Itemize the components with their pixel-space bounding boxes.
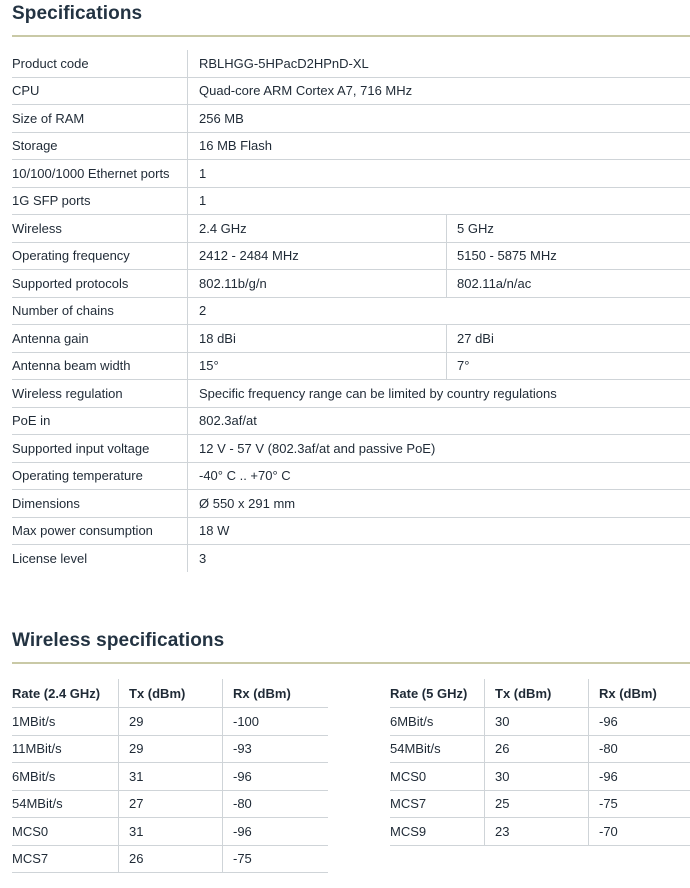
tx-cell: 26 xyxy=(485,735,589,763)
specifications-table xyxy=(12,50,690,572)
tx-cell: 23 xyxy=(485,818,589,846)
spec-row xyxy=(12,325,690,353)
spec-value: 2412 - 2484 MHz xyxy=(188,242,447,270)
spec-label: Size of RAM xyxy=(12,105,188,133)
spec-row xyxy=(12,352,690,380)
spec-row xyxy=(12,242,690,270)
spec-row xyxy=(12,270,690,298)
spec-label: 10/100/1000 Ethernet ports xyxy=(12,160,188,188)
spec-value: 1 xyxy=(188,160,690,188)
tx-cell: 26 xyxy=(119,845,223,873)
spec-value: 15° xyxy=(188,352,447,380)
rate-cell: 54MBit/s xyxy=(390,735,485,763)
spec-row xyxy=(12,297,690,325)
wireless-5ghz-table xyxy=(390,679,690,846)
tx-cell: 29 xyxy=(119,735,223,763)
rate-cell: 6MBit/s xyxy=(390,708,485,736)
spec-value: Specific frequency range can be limited by country regulations xyxy=(188,380,690,408)
spec-value: 802.3af/at xyxy=(188,407,690,435)
rate-cell: MCS7 xyxy=(12,845,119,873)
rate-cell: MCS0 xyxy=(12,818,119,846)
rx-cell: -75 xyxy=(589,790,690,818)
rate-cell: MCS0 xyxy=(390,763,485,791)
column-header-rate: Rate (5 GHz) xyxy=(390,679,485,708)
wireless-specifications-title: Wireless specifications xyxy=(12,630,225,651)
spec-row xyxy=(12,380,690,408)
column-header-tx: Tx (dBm) xyxy=(119,679,223,708)
spec-label: Wireless xyxy=(12,215,188,243)
table-row xyxy=(390,790,690,818)
rate-cell: MCS9 xyxy=(390,818,485,846)
spec-label: Number of chains xyxy=(12,297,188,325)
table-row xyxy=(390,763,690,791)
spec-value: 2.4 GHz xyxy=(188,215,447,243)
column-header-rate: Rate (2.4 GHz) xyxy=(12,679,119,708)
table-row xyxy=(390,818,690,846)
rx-cell: -96 xyxy=(223,818,329,846)
spec-row xyxy=(12,105,690,133)
tx-cell: 29 xyxy=(119,708,223,736)
tx-cell: 27 xyxy=(119,790,223,818)
rx-cell: -80 xyxy=(223,790,329,818)
tx-cell: 31 xyxy=(119,763,223,791)
tx-cell: 25 xyxy=(485,790,589,818)
spec-row xyxy=(12,77,690,105)
spec-value: 18 dBi xyxy=(188,325,447,353)
spec-row xyxy=(12,435,690,463)
rx-cell: -96 xyxy=(223,763,329,791)
spec-value: 802.11b/g/n xyxy=(188,270,447,298)
spec-value: -40° C .. +70° C xyxy=(188,462,690,490)
spec-row xyxy=(12,50,690,77)
spec-value: 16 MB Flash xyxy=(188,132,690,160)
spec-label: Product code xyxy=(12,50,188,77)
spec-label: Supported protocols xyxy=(12,270,188,298)
spec-value-5ghz: 802.11a/n/ac xyxy=(447,270,690,298)
spec-value: Ø 550 x 291 mm xyxy=(188,490,690,518)
wireless-24ghz-table xyxy=(12,679,328,873)
table-header-row xyxy=(390,679,690,708)
spec-row xyxy=(12,490,690,518)
rate-cell: 54MBit/s xyxy=(12,790,119,818)
specifications-title: Specifications xyxy=(12,3,143,24)
rx-cell: -75 xyxy=(223,845,329,873)
spec-row xyxy=(12,187,690,215)
rate-cell: 6MBit/s xyxy=(12,763,119,791)
table-row xyxy=(12,790,328,818)
spec-value: 3 xyxy=(188,545,690,572)
spec-row xyxy=(12,545,690,572)
rate-cell: 11MBit/s xyxy=(12,735,119,763)
spec-row xyxy=(12,462,690,490)
specifications-divider xyxy=(12,35,690,37)
spec-label: Max power consumption xyxy=(12,517,188,545)
spec-value-5ghz: 5150 - 5875 MHz xyxy=(447,242,690,270)
spec-value: 1 xyxy=(188,187,690,215)
spec-label: Operating frequency xyxy=(12,242,188,270)
table-row xyxy=(12,818,328,846)
spec-value-5ghz: 27 dBi xyxy=(447,325,690,353)
tx-cell: 31 xyxy=(119,818,223,846)
spec-label: Storage xyxy=(12,132,188,160)
table-row xyxy=(12,763,328,791)
tx-cell: 30 xyxy=(485,708,589,736)
table-row xyxy=(12,845,328,873)
spec-label: Antenna gain xyxy=(12,325,188,353)
spec-row xyxy=(12,517,690,545)
rate-cell: MCS7 xyxy=(390,790,485,818)
spec-value-5ghz: 7° xyxy=(447,352,690,380)
rx-cell: -70 xyxy=(589,818,690,846)
spec-label: 1G SFP ports xyxy=(12,187,188,215)
table-row xyxy=(12,708,328,736)
spec-value: 12 V - 57 V (802.3af/at and passive PoE) xyxy=(188,435,690,463)
spec-label: Dimensions xyxy=(12,490,188,518)
spec-label: CPU xyxy=(12,77,188,105)
spec-label: PoE in xyxy=(12,407,188,435)
spec-value-5ghz: 5 GHz xyxy=(447,215,690,243)
rx-cell: -100 xyxy=(223,708,329,736)
table-row xyxy=(390,735,690,763)
spec-value: 18 W xyxy=(188,517,690,545)
tx-cell: 30 xyxy=(485,763,589,791)
spec-label: License level xyxy=(12,550,88,566)
rx-cell: -96 xyxy=(589,708,690,736)
table-header-row xyxy=(12,679,328,708)
column-header-rx: Rx (dBm) xyxy=(589,679,690,708)
column-header-rx: Rx (dBm) xyxy=(223,679,329,708)
spec-value: 2 xyxy=(188,297,690,325)
spec-value: RBLHGG-5HPacD2HPnD-XL xyxy=(188,50,690,77)
spec-label: Antenna beam width xyxy=(12,352,188,380)
wireless-specifications-divider xyxy=(12,662,690,664)
spec-row xyxy=(12,160,690,188)
rate-cell: 1MBit/s xyxy=(12,708,119,736)
spec-value: Quad-core ARM Cortex A7, 716 MHz xyxy=(188,77,690,105)
spec-label: Operating temperature xyxy=(12,462,188,490)
spec-row xyxy=(12,407,690,435)
table-row xyxy=(12,735,328,763)
table-row xyxy=(390,708,690,736)
rx-cell: -96 xyxy=(589,763,690,791)
spec-row xyxy=(12,215,690,243)
spec-label: Wireless regulation xyxy=(12,380,188,408)
spec-row xyxy=(12,132,690,160)
spec-label: Supported input voltage xyxy=(12,435,188,463)
column-header-tx: Tx (dBm) xyxy=(485,679,589,708)
rx-cell: -80 xyxy=(589,735,690,763)
rx-cell: -93 xyxy=(223,735,329,763)
spec-value: 256 MB xyxy=(188,105,690,133)
